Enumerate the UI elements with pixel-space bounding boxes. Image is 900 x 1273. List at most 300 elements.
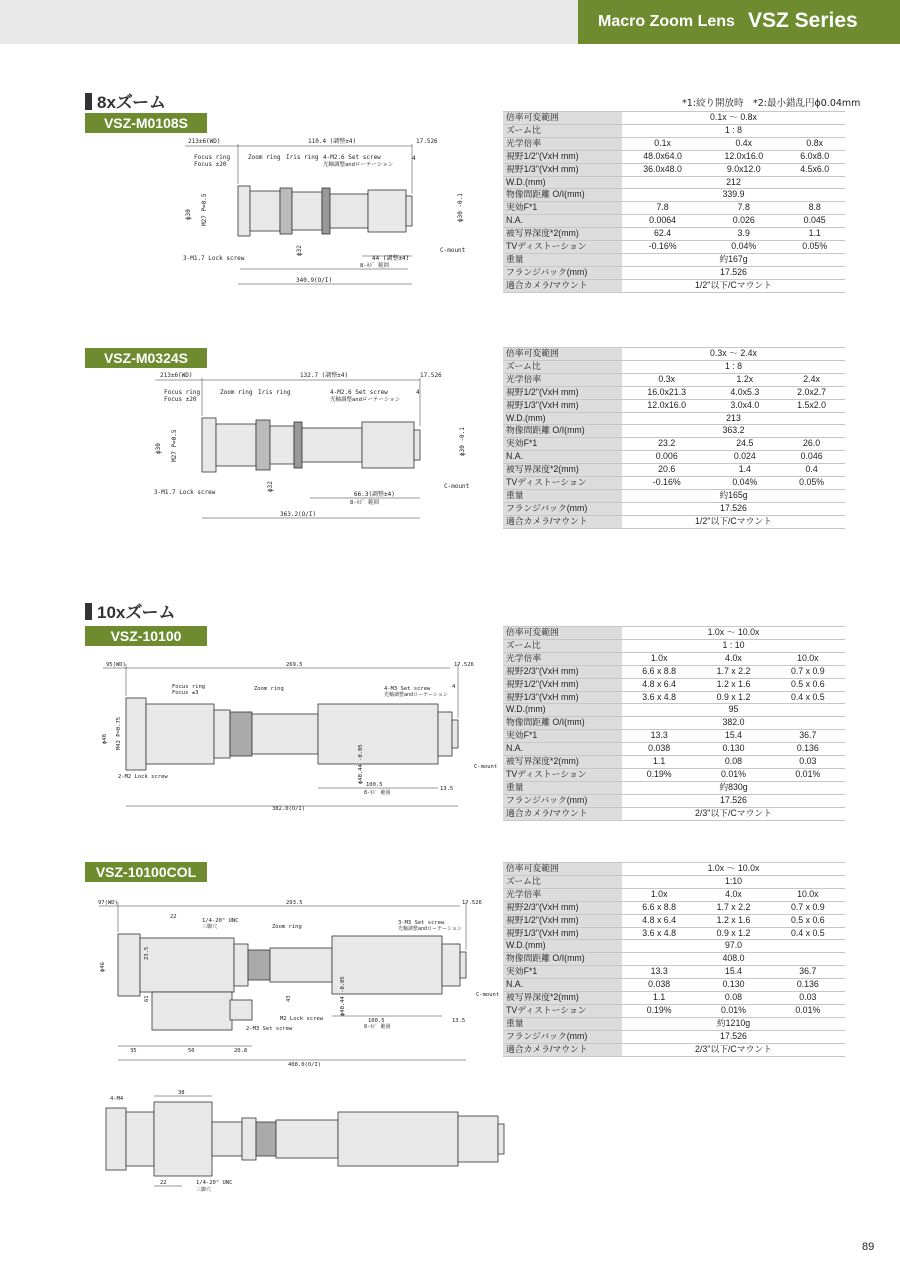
spec-row <box>503 438 845 451</box>
spec-value: 1.7 x 2.2 <box>696 901 770 914</box>
spec-label: 光学倍率 <box>503 888 622 901</box>
spec-row <box>503 150 845 163</box>
spec-value: 0.3x ～ 2.4x <box>622 348 845 361</box>
spec-value: 7.8 <box>622 202 703 215</box>
spec-row <box>503 228 845 241</box>
spec-label: 適合カメラ/マウント <box>503 279 622 292</box>
spec-value: 212 <box>622 176 845 189</box>
spec-label: ズーム比 <box>503 875 622 888</box>
spec-value: 0.045 <box>784 215 845 228</box>
spec-row <box>503 176 845 189</box>
dim-label: 44 (調整±4) <box>372 255 410 262</box>
dim-label: 50 <box>188 1048 195 1054</box>
spec-table <box>503 111 845 293</box>
section-heading-10x <box>85 598 176 623</box>
spec-value: 4.0x <box>696 652 770 665</box>
dim-label: Zoom ring <box>272 924 302 930</box>
spec-row <box>503 940 845 953</box>
dim-label: 100.5 <box>366 782 383 788</box>
dim-label: ϕ32 <box>296 245 303 256</box>
spec-value: 1/2"以下/Cマウント <box>622 279 845 292</box>
spec-value: 0.03 <box>771 992 845 1005</box>
spec-row <box>503 241 845 254</box>
spec-label: N.A. <box>503 215 622 228</box>
spec-row <box>503 914 845 927</box>
spec-row <box>503 360 845 373</box>
dimension-drawing-m0108s <box>180 134 470 294</box>
spec-value: 95 <box>622 704 845 717</box>
dim-label: 3-M1.7 Lock screw <box>154 489 216 496</box>
spec-value: 0.9 x 1.2 <box>696 691 770 704</box>
spec-value: 4.8 x 6.4 <box>622 914 696 927</box>
section-heading-8x <box>85 88 166 113</box>
dim-label: C-mount <box>444 483 470 490</box>
spec-row <box>503 953 845 966</box>
dim-label: Iris ring <box>286 154 319 161</box>
spec-value: 0.136 <box>771 979 845 992</box>
spec-value: 36.7 <box>771 730 845 743</box>
spec-value: 3.6 x 4.8 <box>622 691 696 704</box>
spec-row <box>503 627 845 640</box>
spec-row <box>503 253 845 266</box>
dimension-drawing-10100col <box>96 898 500 1068</box>
spec-row <box>503 1043 845 1056</box>
spec-value: 0.7 x 0.9 <box>771 901 845 914</box>
spec-label: 重量 <box>503 1017 622 1030</box>
spec-value: 0.19% <box>622 768 696 781</box>
spec-value: 1 : 8 <box>622 124 845 137</box>
spec-label: 視野1/3"(VxH mm) <box>503 163 622 176</box>
spec-label: 倍率可変範囲 <box>503 112 622 125</box>
spec-value: 1.2x <box>711 373 778 386</box>
spec-value: 363.2 <box>622 425 845 438</box>
spec-value: 0.130 <box>696 743 770 756</box>
dim-label: 1/4-20" UNC <box>196 1180 233 1186</box>
spec-label: 光学倍率 <box>503 137 622 150</box>
spec-value: 97.0 <box>622 940 845 953</box>
dimension-drawing-10100col-top <box>96 1088 526 1198</box>
header-green-band <box>578 0 900 44</box>
spec-value: 17.526 <box>622 794 845 807</box>
dim-label: ϕ48 <box>102 734 108 744</box>
spec-label: N.A. <box>503 979 622 992</box>
dim-label: 2-M2 Lock screw <box>118 774 168 780</box>
dim-label: 4 <box>412 155 416 162</box>
dim-label: 4-M2.6 Set screw <box>330 389 388 396</box>
dim-label: 293.5 <box>286 900 303 906</box>
spec-value: 7.8 <box>703 202 784 215</box>
spec-value: 0.08 <box>696 756 770 769</box>
spec-label: 実効F*1 <box>503 438 622 451</box>
spec-value: 0.038 <box>622 979 696 992</box>
dim-label: 22 <box>160 1180 167 1186</box>
spec-row <box>503 348 845 361</box>
dim-label: 13.5 <box>440 786 454 792</box>
spec-label: 重量 <box>503 781 622 794</box>
spec-label: 重量 <box>503 489 622 502</box>
spec-value: 0.5 x 0.6 <box>771 678 845 691</box>
spec-row <box>503 665 845 678</box>
dim-label: 35 <box>130 1048 137 1054</box>
spec-value: 1.7 x 2.2 <box>696 665 770 678</box>
dim-label: M27 P=0.5 <box>171 429 178 462</box>
spec-row <box>503 743 845 756</box>
spec-label: 視野1/2"(VxH mm) <box>503 914 622 927</box>
spec-label: 被写界深度*2(mm) <box>503 756 622 769</box>
spec-label: 物像間距離 O/I(mm) <box>503 717 622 730</box>
dim-label: 光軸調整andローテーション <box>330 397 401 403</box>
spec-row <box>503 901 845 914</box>
spec-label: 視野1/2"(VxH mm) <box>503 386 622 399</box>
spec-row <box>503 966 845 979</box>
spec-value: 0.8x <box>784 137 845 150</box>
spec-value: 382.0 <box>622 717 845 730</box>
dim-label: 340.9(O/I) <box>296 277 333 284</box>
spec-value: 10.0x <box>771 652 845 665</box>
spec-label: 視野2/3"(VxH mm) <box>503 901 622 914</box>
dim-label: 363.2(O/I) <box>280 511 317 518</box>
spec-label: 重量 <box>503 253 622 266</box>
spec-label: 実効F*1 <box>503 202 622 215</box>
dim-label: 三脚穴 <box>202 924 218 930</box>
spec-row <box>503 807 845 820</box>
spec-label: W.D.(mm) <box>503 704 622 717</box>
spec-row <box>503 875 845 888</box>
spec-value: 4.5x6.0 <box>784 163 845 176</box>
spec-row <box>503 652 845 665</box>
spec-value: 23.2 <box>622 438 711 451</box>
spec-value: 1.0x ～ 10.0x <box>622 627 845 640</box>
spec-row <box>503 502 845 515</box>
dim-label: C-mount <box>440 247 466 254</box>
spec-label: 被写界深度*2(mm) <box>503 464 622 477</box>
spec-value: 0.7 x 0.9 <box>771 665 845 678</box>
spec-value: 0.136 <box>771 743 845 756</box>
spec-value: 0.024 <box>711 451 778 464</box>
dim-label: 4-M2.6 Set screw <box>323 154 381 161</box>
dim-label: C-mount <box>474 764 498 770</box>
spec-value: 8.8 <box>784 202 845 215</box>
spec-row <box>503 373 845 386</box>
dim-label: 213±6(WD) <box>160 372 193 379</box>
spec-label: N.A. <box>503 743 622 756</box>
dim-label: 38 <box>178 1090 185 1096</box>
section-marker <box>85 603 92 620</box>
spec-row <box>503 781 845 794</box>
dim-label: 17.526 <box>416 138 438 145</box>
spec-row <box>503 730 845 743</box>
spec-value: -0.16% <box>622 477 711 490</box>
dim-label: Focus ±20 <box>164 396 197 403</box>
spec-value: 約1210g <box>622 1017 845 1030</box>
spec-label: TVディストーション <box>503 1004 622 1017</box>
spec-value: 4.0x5.3 <box>711 386 778 399</box>
spec-label: 視野1/3"(VxH mm) <box>503 399 622 412</box>
spec-value: 12.0x16.0 <box>622 399 711 412</box>
spec-value: 約830g <box>622 781 845 794</box>
spec-label: N.A. <box>503 451 622 464</box>
spec-row <box>503 425 845 438</box>
dim-label: 4 <box>452 684 456 690</box>
dim-label: 269.5 <box>286 662 303 668</box>
spec-value: 15.4 <box>696 730 770 743</box>
dim-label: ϕ40.44 -0.05 <box>358 744 364 784</box>
spec-row <box>503 717 845 730</box>
spec-row <box>503 477 845 490</box>
spec-label: W.D.(mm) <box>503 940 622 953</box>
dim-label: 382.0(O/I) <box>272 806 306 812</box>
spec-value: 0.04% <box>711 477 778 490</box>
dim-label: 三脚穴 <box>196 1187 212 1193</box>
dimension-drawing-m0324s <box>150 370 470 525</box>
spec-value: 1.1 <box>622 992 696 1005</box>
dim-label: 23.5 <box>144 946 150 960</box>
spec-row <box>503 1030 845 1043</box>
spec-row <box>503 639 845 652</box>
spec-value: 1.0x <box>622 888 696 901</box>
spec-value: 20.6 <box>622 464 711 477</box>
spec-label: 視野1/3"(VxH mm) <box>503 927 622 940</box>
spec-label: フランジバック(mm) <box>503 266 622 279</box>
spec-value: 3.6 x 4.8 <box>622 927 696 940</box>
spec-value: 1 : 8 <box>622 360 845 373</box>
section-title: 8xズーム <box>97 93 167 112</box>
spec-label: 視野1/3"(VxH mm) <box>503 691 622 704</box>
spec-value: 12.0x16.0 <box>703 150 784 163</box>
dim-label: Zoom ring <box>254 686 284 692</box>
spec-row <box>503 768 845 781</box>
spec-value: 13.3 <box>622 966 696 979</box>
spec-row <box>503 202 845 215</box>
spec-value: 339.9 <box>622 189 845 202</box>
spec-value: 0.046 <box>778 451 845 464</box>
dim-label: 66.3(調整±4) <box>354 491 395 498</box>
spec-row <box>503 1004 845 1017</box>
header-product-type: Macro Zoom Lens <box>598 13 735 30</box>
spec-row <box>503 451 845 464</box>
spec-table <box>503 626 845 821</box>
spec-label: 実効F*1 <box>503 730 622 743</box>
spec-label: 適合カメラ/マウント <box>503 807 622 820</box>
dim-label: M2 Lock screw <box>280 1016 324 1022</box>
spec-value: 1 : 10 <box>622 639 845 652</box>
dim-label: Focus ring <box>194 154 231 161</box>
dim-label: 43 <box>286 995 292 1002</box>
dim-label: ϕ30 <box>185 209 192 220</box>
spec-label: W.D.(mm) <box>503 176 622 189</box>
dim-label: 110.4 (調整±4) <box>308 138 357 145</box>
spec-row <box>503 279 845 292</box>
spec-value: 0.05% <box>778 477 845 490</box>
spec-row <box>503 515 845 528</box>
spec-label: 視野2/3"(VxH mm) <box>503 665 622 678</box>
spec-value: 0.026 <box>703 215 784 228</box>
dim-label: 8-ﾈｼﾞ 範囲 <box>360 263 390 269</box>
dim-label: 4-M4 <box>110 1096 124 1102</box>
model-badge-m0324s: VSZ-M0324S <box>85 348 207 368</box>
dim-label: 17.526 <box>462 900 482 906</box>
spec-label: 適合カメラ/マウント <box>503 515 622 528</box>
spec-value: 6.0x8.0 <box>784 150 845 163</box>
spec-label: 光学倍率 <box>503 373 622 386</box>
dim-label: 17.526 <box>420 372 442 379</box>
dim-label: 光軸調整andローテーション <box>398 926 462 932</box>
spec-value: 0.04% <box>703 241 784 254</box>
spec-value: 0.1x <box>622 137 703 150</box>
dim-label: C-mount <box>476 992 500 998</box>
spec-value: 1.2 x 1.6 <box>696 914 770 927</box>
spec-value: 17.526 <box>622 266 845 279</box>
spec-value: 9.0x12.0 <box>703 163 784 176</box>
spec-value: 1/2"以下/Cマウント <box>622 515 845 528</box>
dim-label: Zoom ring <box>248 154 281 161</box>
spec-row <box>503 992 845 1005</box>
dim-label: 8-ﾈｼﾞ 範囲 <box>350 500 380 506</box>
dim-label: 408.0(O/I) <box>288 1062 322 1068</box>
spec-value: 2/3"以下/Cマウント <box>622 1043 845 1056</box>
dim-label: 132.7 (調整±4) <box>300 372 349 379</box>
spec-value: 0.006 <box>622 451 711 464</box>
spec-value: 0.9 x 1.2 <box>696 927 770 940</box>
spec-value: 0.03 <box>771 756 845 769</box>
dim-label: M42 P=0.75 <box>116 716 122 750</box>
spec-value: 0.01% <box>696 768 770 781</box>
model-badge-10100: VSZ-10100 <box>85 626 207 646</box>
dim-label: Focus ±3 <box>172 690 199 696</box>
dim-label: 3-M1.7 Lock screw <box>183 255 245 262</box>
spec-value: 408.0 <box>622 953 845 966</box>
header-bar <box>0 0 900 44</box>
spec-value: 0.4x <box>703 137 784 150</box>
spec-value: 0.19% <box>622 1004 696 1017</box>
spec-table <box>503 347 845 529</box>
spec-label: ズーム比 <box>503 360 622 373</box>
dim-label: M27 P=0.5 <box>201 193 208 226</box>
spec-row <box>503 386 845 399</box>
dim-label: Focus ring <box>172 684 206 690</box>
spec-value: 10.0x <box>771 888 845 901</box>
spec-row <box>503 489 845 502</box>
dim-label: Zoom ring <box>220 389 253 396</box>
dim-label: 100.5 <box>368 1018 385 1024</box>
dim-label: 8-ﾈｼﾞ 範囲 <box>364 1024 391 1030</box>
spec-value: 0.01% <box>771 768 845 781</box>
spec-row <box>503 124 845 137</box>
spec-value: 0.05% <box>784 241 845 254</box>
spec-value: 2.4x <box>778 373 845 386</box>
dim-label: ϕ32 <box>267 481 274 492</box>
spec-value: 4.0x <box>696 888 770 901</box>
spec-value: 1:10 <box>622 875 845 888</box>
spec-label: TVディストーション <box>503 768 622 781</box>
spec-row <box>503 412 845 425</box>
dim-label: 61 <box>144 995 150 1002</box>
dim-label: 8-ﾈｼﾞ 範囲 <box>364 790 391 796</box>
spec-value: 6.6 x 8.8 <box>622 665 696 678</box>
spec-label: 視野1/2"(VxH mm) <box>503 678 622 691</box>
spec-label: フランジバック(mm) <box>503 794 622 807</box>
spec-value: 15.4 <box>696 966 770 979</box>
spec-label: 物像間距離 O/I(mm) <box>503 189 622 202</box>
dim-label: 4 <box>416 389 420 396</box>
spec-value: 0.5 x 0.6 <box>771 914 845 927</box>
dim-label: 1/4-20" UNC <box>202 918 239 924</box>
spec-value: 0.4 x 0.5 <box>771 927 845 940</box>
dim-label: ϕ30 -0.1 <box>459 427 466 456</box>
spec-label: 倍率可変範囲 <box>503 627 622 640</box>
spec-value: 24.5 <box>711 438 778 451</box>
spec-row <box>503 215 845 228</box>
dim-label: ϕ46 <box>100 962 106 972</box>
footnote: *1:絞り開放時 *2:最小錯乱円ϕ0.04mm <box>682 98 861 109</box>
spec-value: 0.08 <box>696 992 770 1005</box>
spec-value: 4.8 x 6.4 <box>622 678 696 691</box>
spec-row <box>503 678 845 691</box>
spec-value: 3.9 <box>703 228 784 241</box>
dim-label: ϕ40.44 -0.05 <box>340 976 346 1016</box>
spec-value: 213 <box>622 412 845 425</box>
spec-value: 17.526 <box>622 502 845 515</box>
spec-value: 6.6 x 8.8 <box>622 901 696 914</box>
dim-label: 13.5 <box>452 1018 466 1024</box>
spec-label: 倍率可変範囲 <box>503 348 622 361</box>
spec-label: TVディストーション <box>503 241 622 254</box>
spec-value: 1.1 <box>784 228 845 241</box>
spec-label: 実効F*1 <box>503 966 622 979</box>
section-marker <box>85 93 92 110</box>
spec-row <box>503 979 845 992</box>
dim-label: 4-M3 Set screw <box>384 686 431 692</box>
spec-label: 物像間距離 O/I(mm) <box>503 953 622 966</box>
spec-value: 0.3x <box>622 373 711 386</box>
spec-row <box>503 399 845 412</box>
spec-value: 0.01% <box>696 1004 770 1017</box>
spec-row <box>503 704 845 717</box>
spec-row <box>503 691 845 704</box>
spec-value: 36.0x48.0 <box>622 163 703 176</box>
section-title: 10xズーム <box>97 603 176 622</box>
spec-value: -0.16% <box>622 241 703 254</box>
dim-label: 3-M3 Set screw <box>398 920 445 926</box>
dim-label: 2-M3 Set screw <box>246 1026 293 1032</box>
spec-row <box>503 189 845 202</box>
dim-label: 22 <box>170 914 177 920</box>
spec-row <box>503 112 845 125</box>
spec-value: 0.4 <box>778 464 845 477</box>
spec-value: 2/3"以下/Cマウント <box>622 807 845 820</box>
spec-label: 被写界深度*2(mm) <box>503 992 622 1005</box>
spec-value: 0.1x ～ 0.8x <box>622 112 845 125</box>
spec-label: 光学倍率 <box>503 652 622 665</box>
spec-value: 36.7 <box>771 966 845 979</box>
dim-label: Iris ring <box>258 389 291 396</box>
spec-value: 1.5x2.0 <box>778 399 845 412</box>
spec-value: 62.4 <box>622 228 703 241</box>
spec-row <box>503 464 845 477</box>
spec-value: 48.0x64.0 <box>622 150 703 163</box>
model-badge-10100col: VSZ-10100COL <box>85 862 207 882</box>
spec-value: 0.01% <box>771 1004 845 1017</box>
spec-row <box>503 888 845 901</box>
dim-label: Focus ring <box>164 389 201 396</box>
spec-label: フランジバック(mm) <box>503 1030 622 1043</box>
spec-value: 0.130 <box>696 979 770 992</box>
header-series-name: VSZ Series <box>748 9 858 32</box>
spec-row <box>503 756 845 769</box>
spec-value: 0.4 x 0.5 <box>771 691 845 704</box>
dim-label: Focus ±20 <box>194 161 227 168</box>
dim-label: ϕ30 <box>155 443 162 454</box>
